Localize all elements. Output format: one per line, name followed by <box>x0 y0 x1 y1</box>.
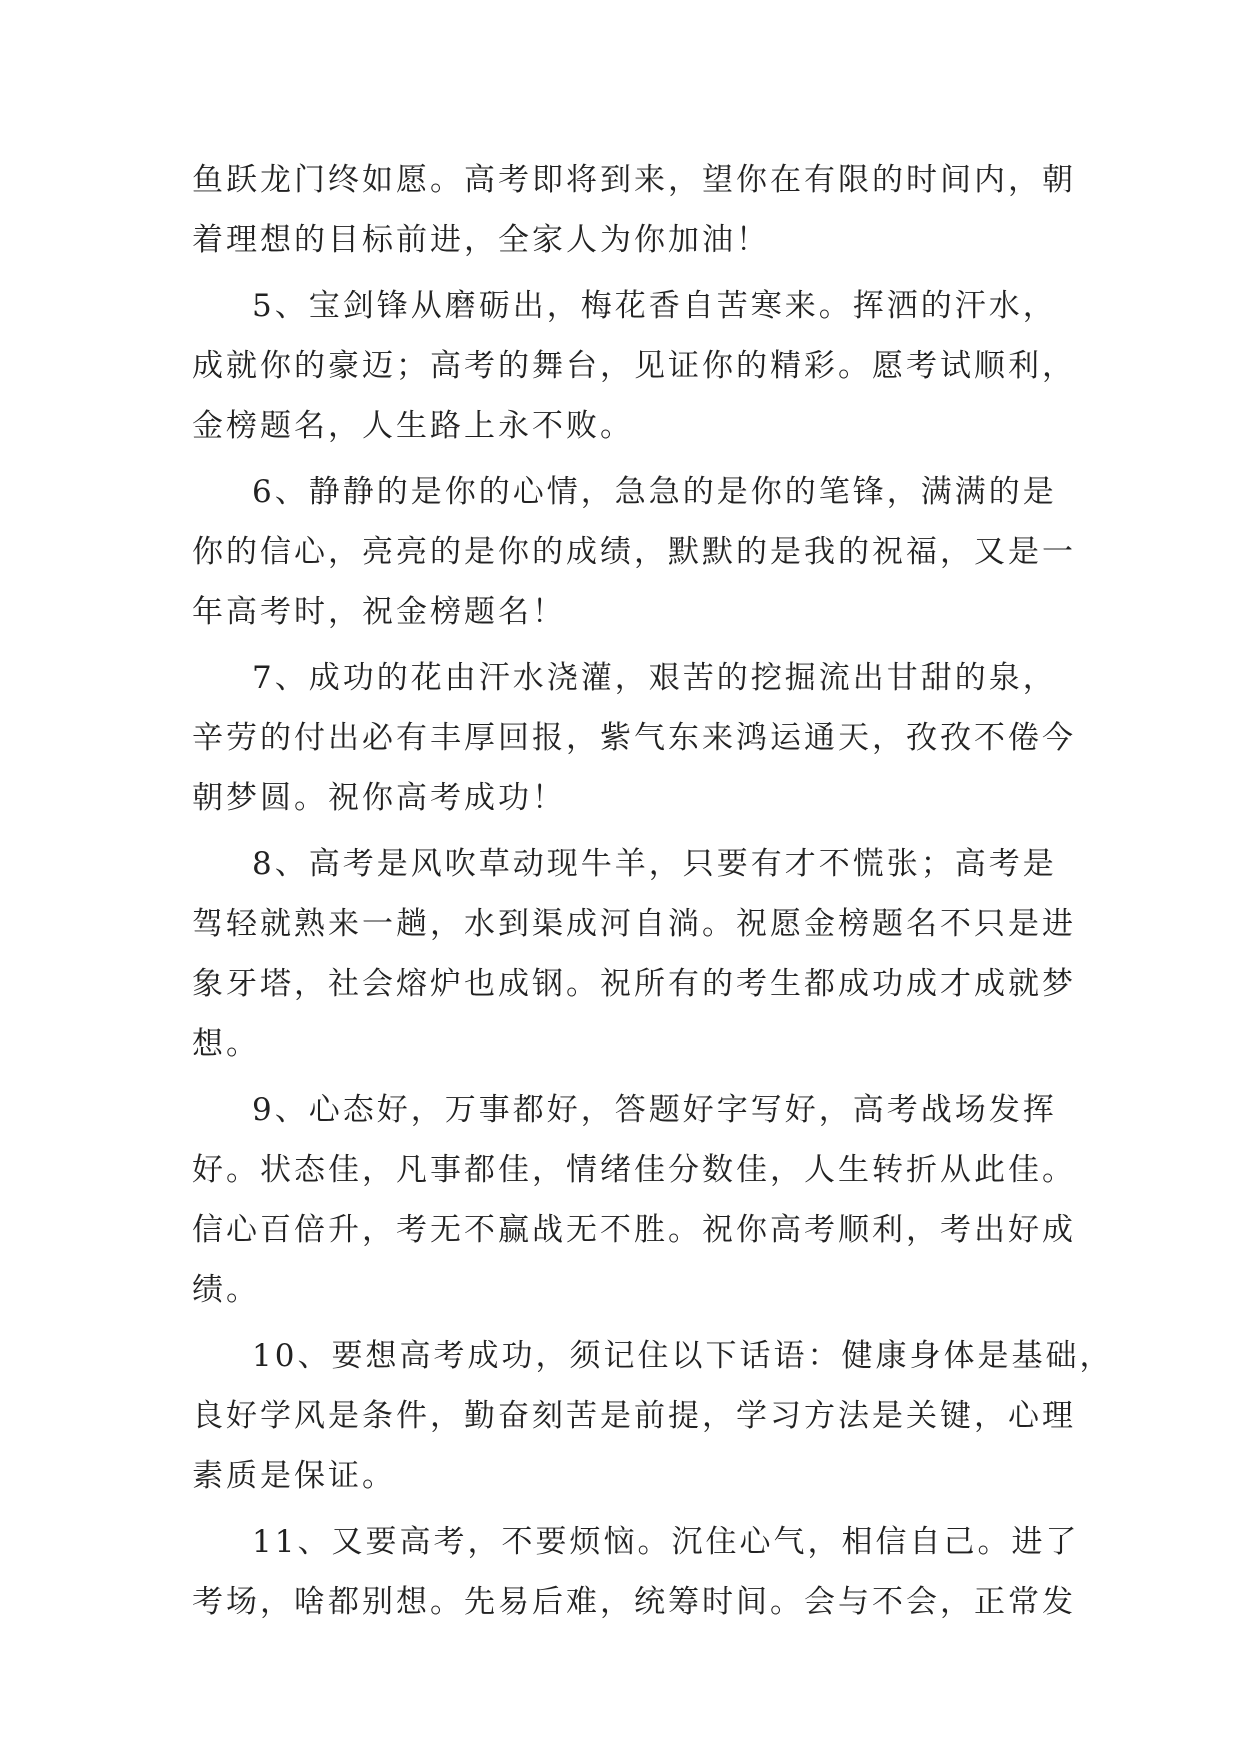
text-line: 良好学风是条件，勤奋刻苦是前提，学习方法是关键，心理 <box>192 1398 1076 1434</box>
text-line: 考场，啥都别想。先易后难，统筹时间。会与不会，正常发 <box>192 1584 1076 1620</box>
text-line: 绩。 <box>192 1272 260 1308</box>
text-line: 鱼跃龙门终如愿。高考即将到来，望你在有限的时间内，朝 <box>192 162 1076 198</box>
text-line: 辛劳的付出必有丰厚回报，紫气东来鸿运通天，孜孜不倦今 <box>192 720 1076 756</box>
paragraph-start-9: 9、心态好，万事都好，答题好字写好，高考战场发挥 <box>252 1092 1057 1128</box>
paragraph-start-6: 6、静静的是你的心情，急急的是你的笔锋，满满的是 <box>252 474 1057 510</box>
text-line: 象牙塔，社会熔炉也成钢。祝所有的考生都成功成才成就梦 <box>192 966 1076 1002</box>
text-line: 朝梦圆。祝你高考成功！ <box>192 780 566 816</box>
paragraph-start-10: 10、要想高考成功，须记住以下话语：健康身体是基础， <box>252 1338 1114 1374</box>
text-line: 年高考时，祝金榜题名！ <box>192 594 566 630</box>
paragraph-start-5: 5、宝剑锋从磨砺出，梅花香自苦寒来。挥洒的汗水， <box>252 288 1057 324</box>
text-line: 信心百倍升，考无不赢战无不胜。祝你高考顺利，考出好成 <box>192 1212 1076 1248</box>
text-line: 你的信心，亮亮的是你的成绩，默默的是我的祝福，又是一 <box>192 534 1076 570</box>
text-line: 素质是保证。 <box>192 1458 396 1494</box>
text-line: 好。状态佳，凡事都佳，情绪佳分数佳，人生转折从此佳。 <box>192 1152 1076 1188</box>
text-line: 成就你的豪迈；高考的舞台，见证你的精彩。愿考试顺利， <box>192 348 1076 384</box>
text-line: 金榜题名，人生路上永不败。 <box>192 408 634 444</box>
text-line: 想。 <box>192 1026 260 1062</box>
paragraph-start-8: 8、高考是风吹草动现牛羊，只要有才不慌张；高考是 <box>252 846 1057 882</box>
text-line: 着理想的目标前进，全家人为你加油！ <box>192 222 770 258</box>
document-body <box>192 150 1114 1632</box>
paragraph-start-11: 11、又要高考，不要烦恼。沉住心气，相信自己。进了 <box>252 1524 1080 1560</box>
text-line: 驾轻就熟来一趟，水到渠成河自淌。祝愿金榜题名不只是进 <box>192 906 1076 942</box>
paragraph-start-7: 7、成功的花由汗水浇灌，艰苦的挖掘流出甘甜的泉， <box>252 660 1057 696</box>
